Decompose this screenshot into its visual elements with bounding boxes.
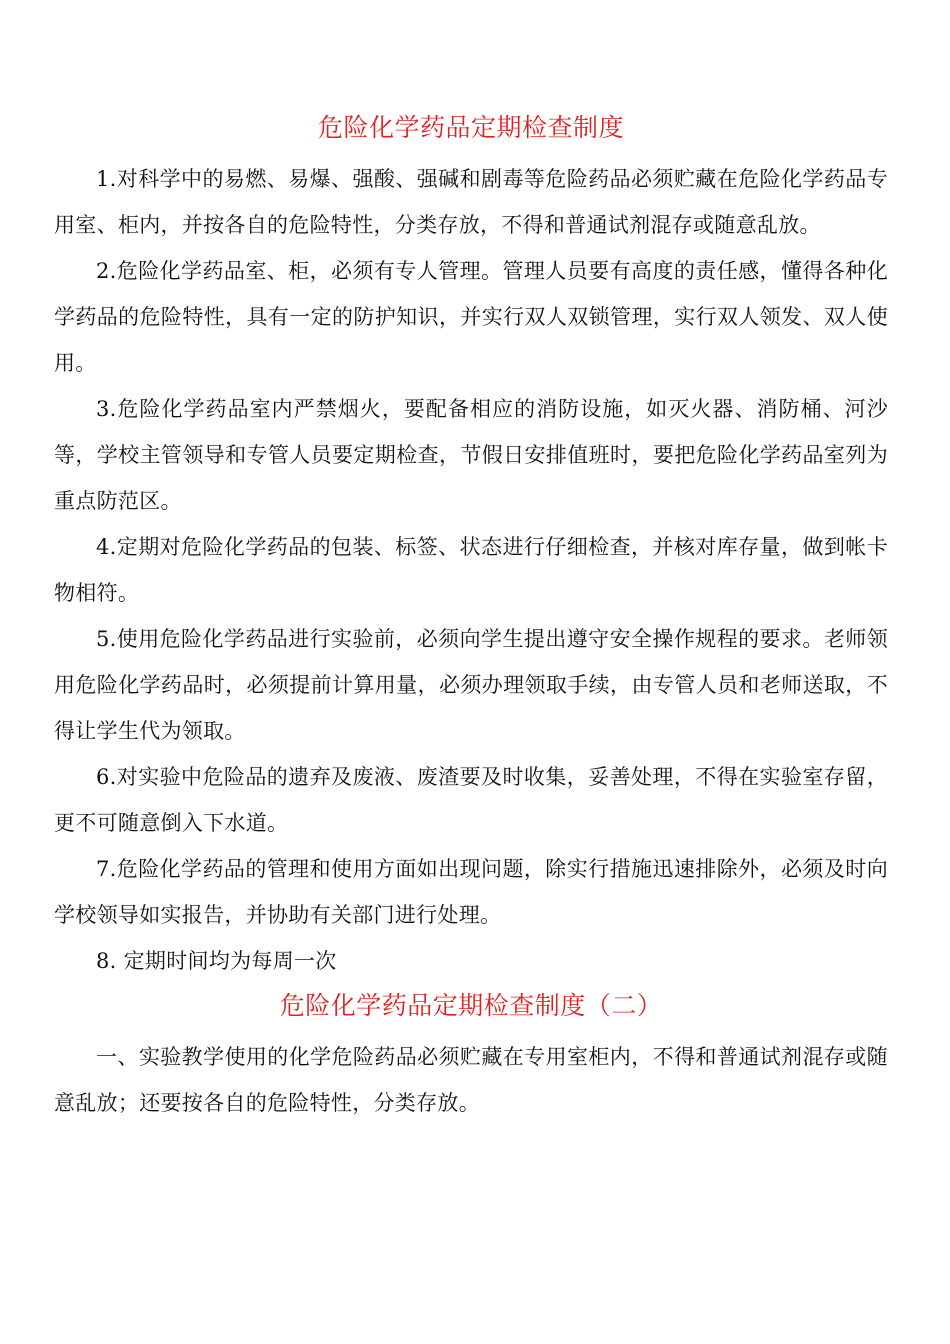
rule-7: 7.危险化学药品的管理和使用方面如出现问题，除实行措施迅速排除外，必须及时向学校领导如实报告，并协助有关部门进行处理。 bbox=[54, 857, 888, 927]
document-title: 危险化学药品定期检查制度 bbox=[317, 113, 624, 142]
rule-6: 6.对实验中危险品的遗弃及废液、废渣要及时收集，妥善处理，不得在实验室存留，更不可随意倒入下水道。 bbox=[54, 765, 888, 835]
rule-8: 8. 定期时间均为每周一次 bbox=[96, 949, 337, 973]
rule-5: 5.使用危险化学药品进行实验前，必须向学生提出遵守安全操作规程的要求。老师领用危险化学药品时，必须提前计算用量，必须办理领取手续，由专管人员和老师送取，不得让学生代为领取。 bbox=[54, 627, 888, 743]
rule-3: 3.危险化学药品室内严禁烟火，要配备相应的消防设施，如灭火器、消防桶、河沙等，学校主管领导和专管人员要定期检查，节假日安排值班时，要把危险化学药品室列为重点防范区。 bbox=[54, 397, 888, 513]
rule-1: 1.对科学中的易燃、易爆、强酸、强碱和剧毒等危险药品必须贮藏在危险化学药品专用室、柜内，并按各自的危险特性，分类存放，不得和普通试剂混存或随意乱放。 bbox=[54, 167, 888, 237]
rule-2: 2.危险化学药品室、柜，必须有专人管理。管理人员要有高度的责任感，懂得各种化学药品的危险特性，具有一定的防护知识，并实行双人双锁管理，实行双人领发、双人使用。 bbox=[54, 259, 888, 375]
document-title-2: 危险化学药品定期检查制度（二） bbox=[279, 991, 663, 1020]
rule-2-1: 一、实验教学使用的化学危险药品必须贮藏在专用室柜内，不得和普通试剂混存或随意乱放；还要按各自的危险特性，分类存放。 bbox=[54, 1045, 888, 1115]
rule-4: 4.定期对危险化学药品的包装、标签、状态进行仔细检查，并核对库存量，做到帐卡物相符。 bbox=[54, 535, 888, 605]
